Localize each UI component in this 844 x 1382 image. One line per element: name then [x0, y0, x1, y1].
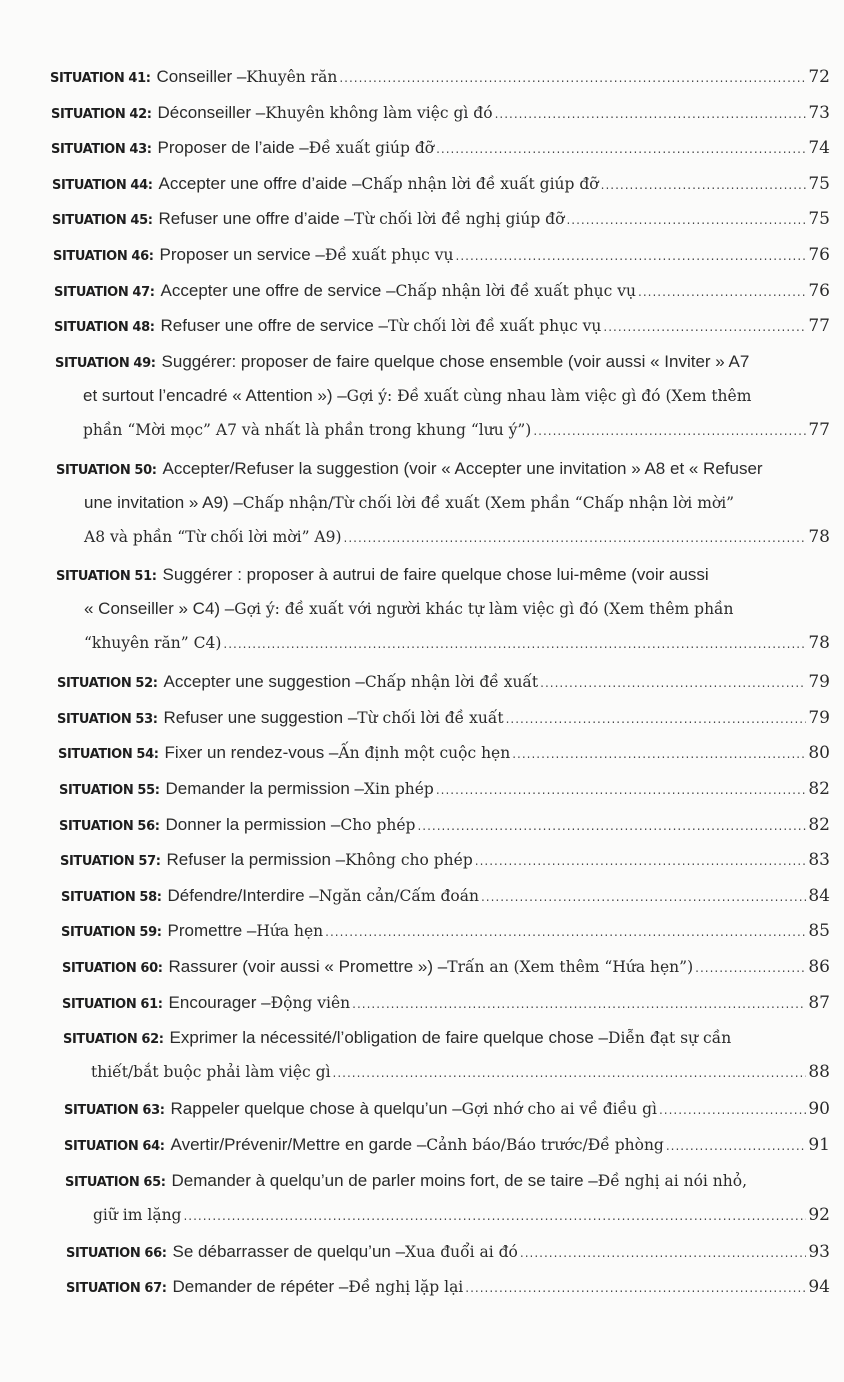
dot-leader: [495, 97, 807, 131]
page-number: 92: [808, 1205, 830, 1225]
dot-leader: [325, 915, 806, 949]
toc-entry[interactable]: [51, 131, 830, 165]
page-number: 76: [808, 281, 830, 301]
vietnamese-title: Khuyên không làm việc gì đó: [265, 104, 493, 122]
french-title: Fixer un rendez-vous –: [164, 743, 339, 762]
situation-label: SITUATION 42:: [51, 107, 152, 122]
page-number: 93: [808, 1242, 830, 1262]
french-title: Accepter une offre d’aide –: [158, 174, 362, 193]
toc-entry[interactable]: [55, 345, 830, 447]
toc-entry-line: [56, 592, 830, 626]
dot-leader: [603, 310, 806, 344]
dot-leader: [475, 844, 807, 878]
french-title: Refuser une offre d’aide –: [158, 209, 354, 228]
toc-entry-line: [62, 986, 830, 1020]
toc-entry[interactable]: [62, 950, 830, 984]
vietnamese-title: Từ chối lời đề nghị giúp đỡ: [353, 210, 565, 228]
situation-label: SITUATION 63:: [64, 1103, 165, 1118]
situation-label: SITUATION 57:: [60, 854, 161, 869]
page-number: 80: [808, 743, 830, 763]
page-number: 77: [808, 316, 830, 336]
french-title: Demander de répéter –: [172, 1277, 349, 1296]
french-title: Déconseiller –: [157, 103, 266, 122]
page-number: 87: [808, 993, 830, 1013]
toc-entry[interactable]: [66, 1235, 830, 1269]
situation-label: SITUATION 54:: [58, 747, 159, 762]
situation-label: SITUATION 47:: [54, 285, 155, 300]
french-title: Encourager –: [168, 993, 271, 1012]
toc-entry-line: [55, 413, 830, 447]
toc-entry-line: [65, 1164, 830, 1198]
page-number: 79: [808, 708, 830, 728]
toc-entry-line: [59, 808, 830, 842]
french-title: Accepter/Refuser la suggestion (voir « Accepter une invitation » A8 et « Refuser: [162, 459, 763, 478]
situation-label: SITUATION 44:: [52, 178, 153, 193]
toc-entry[interactable]: [57, 665, 830, 699]
toc-entry[interactable]: [56, 452, 830, 554]
toc-entry[interactable]: [53, 238, 830, 272]
dot-leader: [540, 666, 806, 700]
dot-leader: [506, 702, 807, 736]
toc-entry[interactable]: [66, 1270, 830, 1304]
dot-leader: [481, 880, 806, 914]
french-title: Proposer un service –: [159, 245, 325, 264]
toc-entry-line: [63, 1055, 830, 1089]
toc-entry[interactable]: [57, 701, 830, 735]
vietnamese-title: Chấp nhận lời đề xuất: [364, 673, 539, 691]
situation-label: SITUATION 43:: [51, 142, 152, 157]
vietnamese-title: Chấp nhận lời đề xuất giúp đỡ: [361, 175, 599, 193]
toc-entry-line: [55, 379, 830, 413]
toc-entry-line: [58, 736, 830, 770]
page-number: 94: [808, 1277, 830, 1297]
french-title: Donner la permission –: [165, 815, 341, 834]
dot-leader: [333, 1056, 807, 1090]
dot-leader: [183, 1199, 806, 1233]
french-title: Refuser la permission –: [166, 850, 346, 869]
dot-leader: [666, 1129, 807, 1163]
page-number: 91: [808, 1135, 830, 1155]
vietnamese-title: Xua đuổi ai đó: [405, 1243, 518, 1261]
situation-label: SITUATION 51:: [56, 569, 157, 584]
situation-label: SITUATION 50:: [56, 463, 157, 478]
toc-entry-line: [57, 701, 830, 735]
vietnamese-title: “khuyên răn” C4): [84, 634, 222, 652]
toc-entry-line: [56, 626, 830, 660]
page-number: 82: [808, 815, 830, 835]
french-title: Accepter une suggestion –: [163, 672, 365, 691]
situation-label: SITUATION 58:: [61, 890, 162, 905]
french-title: Exprimer la nécessité/l’obligation de faire quelque chose –: [169, 1028, 609, 1047]
page-number: 83: [808, 850, 830, 870]
vietnamese-title: thiết/bắt buộc phải làm việc gì: [91, 1063, 331, 1081]
vietnamese-title: giữ im lặng: [93, 1206, 182, 1224]
vietnamese-title: Cho phép: [340, 816, 416, 834]
french-title: et surtout l’encadré « Attention ») –: [83, 386, 347, 405]
vietnamese-title: Chấp nhận lời đề xuất phục vụ: [395, 282, 637, 300]
dot-leader: [465, 1271, 806, 1305]
toc-entry[interactable]: [64, 1092, 830, 1126]
page-number: 86: [808, 957, 830, 977]
situation-label: SITUATION 53:: [57, 712, 158, 727]
toc-entry[interactable]: [59, 772, 830, 806]
vietnamese-title: Gợi nhớ cho ai về điều gì: [461, 1100, 657, 1118]
toc-entry-line: [59, 772, 830, 806]
page-number: 73: [808, 103, 830, 123]
dot-leader: [436, 132, 806, 166]
toc-entry-line: [53, 238, 830, 272]
vietnamese-title: Chấp nhận/Từ chối lời đề xuất (Xem phần “Chấp nhận lời mời”: [242, 494, 735, 512]
page-number: 72: [808, 67, 830, 87]
toc-entry-line: [51, 131, 830, 165]
vietnamese-title: Cảnh báo/Báo trước/Đề phòng: [426, 1136, 664, 1154]
toc-entry-line: [65, 1198, 830, 1232]
dot-leader: [533, 414, 806, 448]
toc-entry[interactable]: [54, 274, 830, 308]
toc-entry-line: [56, 486, 830, 520]
vietnamese-title: Đề xuất phục vụ: [324, 246, 454, 264]
vietnamese-title: Từ chối lời đề xuất: [357, 709, 504, 727]
dot-leader: [659, 1093, 806, 1127]
vietnamese-title: Đề nghị ai nói nhỏ,: [597, 1172, 748, 1190]
dot-leader: [566, 203, 806, 237]
page-number: 74: [808, 138, 830, 158]
toc-entry-line: [62, 950, 830, 984]
page-number: 79: [808, 672, 830, 692]
toc-entry-line: [54, 274, 830, 308]
toc-entry[interactable]: [51, 96, 830, 130]
page-number: 90: [808, 1099, 830, 1119]
toc-entry[interactable]: [54, 309, 830, 343]
french-title: Suggérer: proposer de faire quelque chose ensemble (voir aussi « Inviter » A7: [161, 352, 750, 371]
french-title: une invitation » A9) –: [84, 493, 243, 512]
toc-entry-line: [54, 309, 830, 343]
situation-label: SITUATION 61:: [62, 997, 163, 1012]
toc-entry-line: [61, 914, 830, 948]
toc-entry[interactable]: [50, 60, 830, 94]
toc-entry-line: [51, 96, 830, 130]
dot-leader: [638, 275, 806, 309]
french-title: Rappeler quelque chose à quelqu’un –: [170, 1099, 462, 1118]
dot-leader: [436, 773, 807, 807]
toc-entry-line: [66, 1235, 830, 1269]
vietnamese-title: Khuyên răn: [246, 68, 338, 86]
french-title: « Conseiller » C4) –: [84, 599, 235, 618]
vietnamese-title: Từ chối lời đề xuất phục vụ: [387, 317, 602, 335]
vietnamese-title: A8 và phần “Từ chối lời mời” A9): [84, 528, 342, 546]
toc-entry-line: [63, 1021, 830, 1055]
toc-entry[interactable]: [61, 879, 830, 913]
page-number: 75: [808, 209, 830, 229]
toc-entry-line: [56, 452, 830, 486]
situation-label: SITUATION 64:: [64, 1139, 165, 1154]
vietnamese-title: Gợi ý: Đề xuất cùng nhau làm việc gì đó (Xem thêm: [346, 387, 752, 405]
toc-entry-line: [64, 1128, 830, 1162]
vietnamese-title: Ấn định một cuộc hẹn: [338, 744, 511, 762]
french-title: Promettre –: [167, 921, 257, 940]
vietnamese-title: Đề nghị lặp lại: [348, 1278, 464, 1296]
toc-entry-line: [50, 60, 830, 94]
situation-label: SITUATION 59:: [61, 925, 162, 940]
vietnamese-title: Trấn an (Xem thêm “Hứa hẹn”): [447, 958, 694, 976]
situation-label: SITUATION 45:: [52, 213, 153, 228]
vietnamese-title: Động viên: [270, 994, 351, 1012]
page-number: 75: [808, 174, 830, 194]
french-title: Refuser une offre de service –: [160, 316, 388, 335]
vietnamese-title: Hứa hẹn: [256, 922, 324, 940]
page-number: 82: [808, 779, 830, 799]
toc-entry[interactable]: [59, 808, 830, 842]
page-number: 76: [808, 245, 830, 265]
toc-entry[interactable]: [63, 1021, 830, 1089]
situation-label: SITUATION 49:: [55, 356, 156, 371]
toc-entry-line: [52, 202, 830, 236]
dot-leader: [601, 168, 807, 202]
situation-label: SITUATION 41:: [50, 71, 151, 86]
situation-label: SITUATION 65:: [65, 1175, 166, 1190]
page-number: 85: [808, 921, 830, 941]
dot-leader: [344, 521, 807, 555]
french-title: Suggérer : proposer à autrui de faire quelque chose lui-même (voir aussi: [162, 565, 709, 584]
toc-entry[interactable]: [65, 1164, 830, 1232]
situation-label: SITUATION 66:: [66, 1246, 167, 1261]
toc-entry[interactable]: [60, 843, 830, 877]
french-title: Défendre/Interdire –: [167, 886, 319, 905]
vietnamese-title: Ngăn cản/Cấm đoán: [318, 887, 479, 905]
vietnamese-title: Diễn đạt sự cần: [608, 1029, 732, 1047]
dot-leader: [512, 737, 806, 771]
french-title: Se débarrasser de quelqu’un –: [172, 1242, 406, 1261]
toc-entry-line: [60, 843, 830, 877]
toc-entry-line: [56, 558, 830, 592]
dot-leader: [223, 627, 806, 661]
situation-label: SITUATION 46:: [53, 249, 154, 264]
toc-entry[interactable]: [64, 1128, 830, 1162]
toc-entry-line: [61, 879, 830, 913]
dot-leader: [339, 61, 806, 95]
toc-entry[interactable]: [52, 167, 830, 201]
dot-leader: [456, 239, 807, 273]
toc-entry[interactable]: [56, 558, 830, 660]
toc-entry-line: [66, 1270, 830, 1304]
dot-leader: [417, 809, 806, 843]
dot-leader: [352, 987, 806, 1021]
toc-entry[interactable]: [52, 202, 830, 236]
french-title: Rassurer (voir aussi « Promettre ») –: [168, 957, 448, 976]
situation-label: SITUATION 55:: [59, 783, 160, 798]
toc-entry-line: [64, 1092, 830, 1126]
vietnamese-title: Gợi ý: đề xuất với người khác tự làm việc gì đó (Xem thêm phần: [234, 600, 734, 618]
page-number: 84: [808, 886, 830, 906]
situation-label: SITUATION 67:: [66, 1281, 167, 1296]
toc-entry-line: [57, 665, 830, 699]
toc-entry-line: [55, 345, 830, 379]
vietnamese-title: Xin phép: [363, 780, 434, 798]
vietnamese-title: Đề xuất giúp đỡ: [308, 139, 435, 157]
french-title: Refuser une suggestion –: [163, 708, 358, 727]
toc-entry[interactable]: [62, 986, 830, 1020]
french-title: Demander la permission –: [165, 779, 364, 798]
toc-entry[interactable]: [61, 914, 830, 948]
page-number: 77: [808, 420, 830, 440]
page-number: 78: [808, 527, 830, 547]
situation-label: SITUATION 52:: [57, 676, 158, 691]
dot-leader: [520, 1236, 806, 1270]
french-title: Proposer de l’aide –: [157, 138, 309, 157]
situation-label: SITUATION 56:: [59, 819, 160, 834]
french-title: Conseiller –: [156, 67, 247, 86]
situation-label: SITUATION 62:: [63, 1032, 164, 1047]
situation-label: SITUATION 48:: [54, 320, 155, 335]
situation-label: SITUATION 60:: [62, 961, 163, 976]
vietnamese-title: phần “Mời mọc” A7 và nhất là phần trong khung “lưu ý”): [83, 421, 532, 439]
page-number: 78: [808, 633, 830, 653]
french-title: Demander à quelqu’un de parler moins fort, de se taire –: [171, 1171, 598, 1190]
toc-entry-line: [56, 520, 830, 554]
page-number: 88: [808, 1062, 830, 1082]
toc-entry-line: [52, 167, 830, 201]
toc-entry[interactable]: [58, 736, 830, 770]
french-title: Avertir/Prévenir/Mettre en garde –: [170, 1135, 427, 1154]
french-title: Accepter une offre de service –: [160, 281, 396, 300]
vietnamese-title: Không cho phép: [345, 851, 473, 869]
dot-leader: [695, 951, 806, 985]
